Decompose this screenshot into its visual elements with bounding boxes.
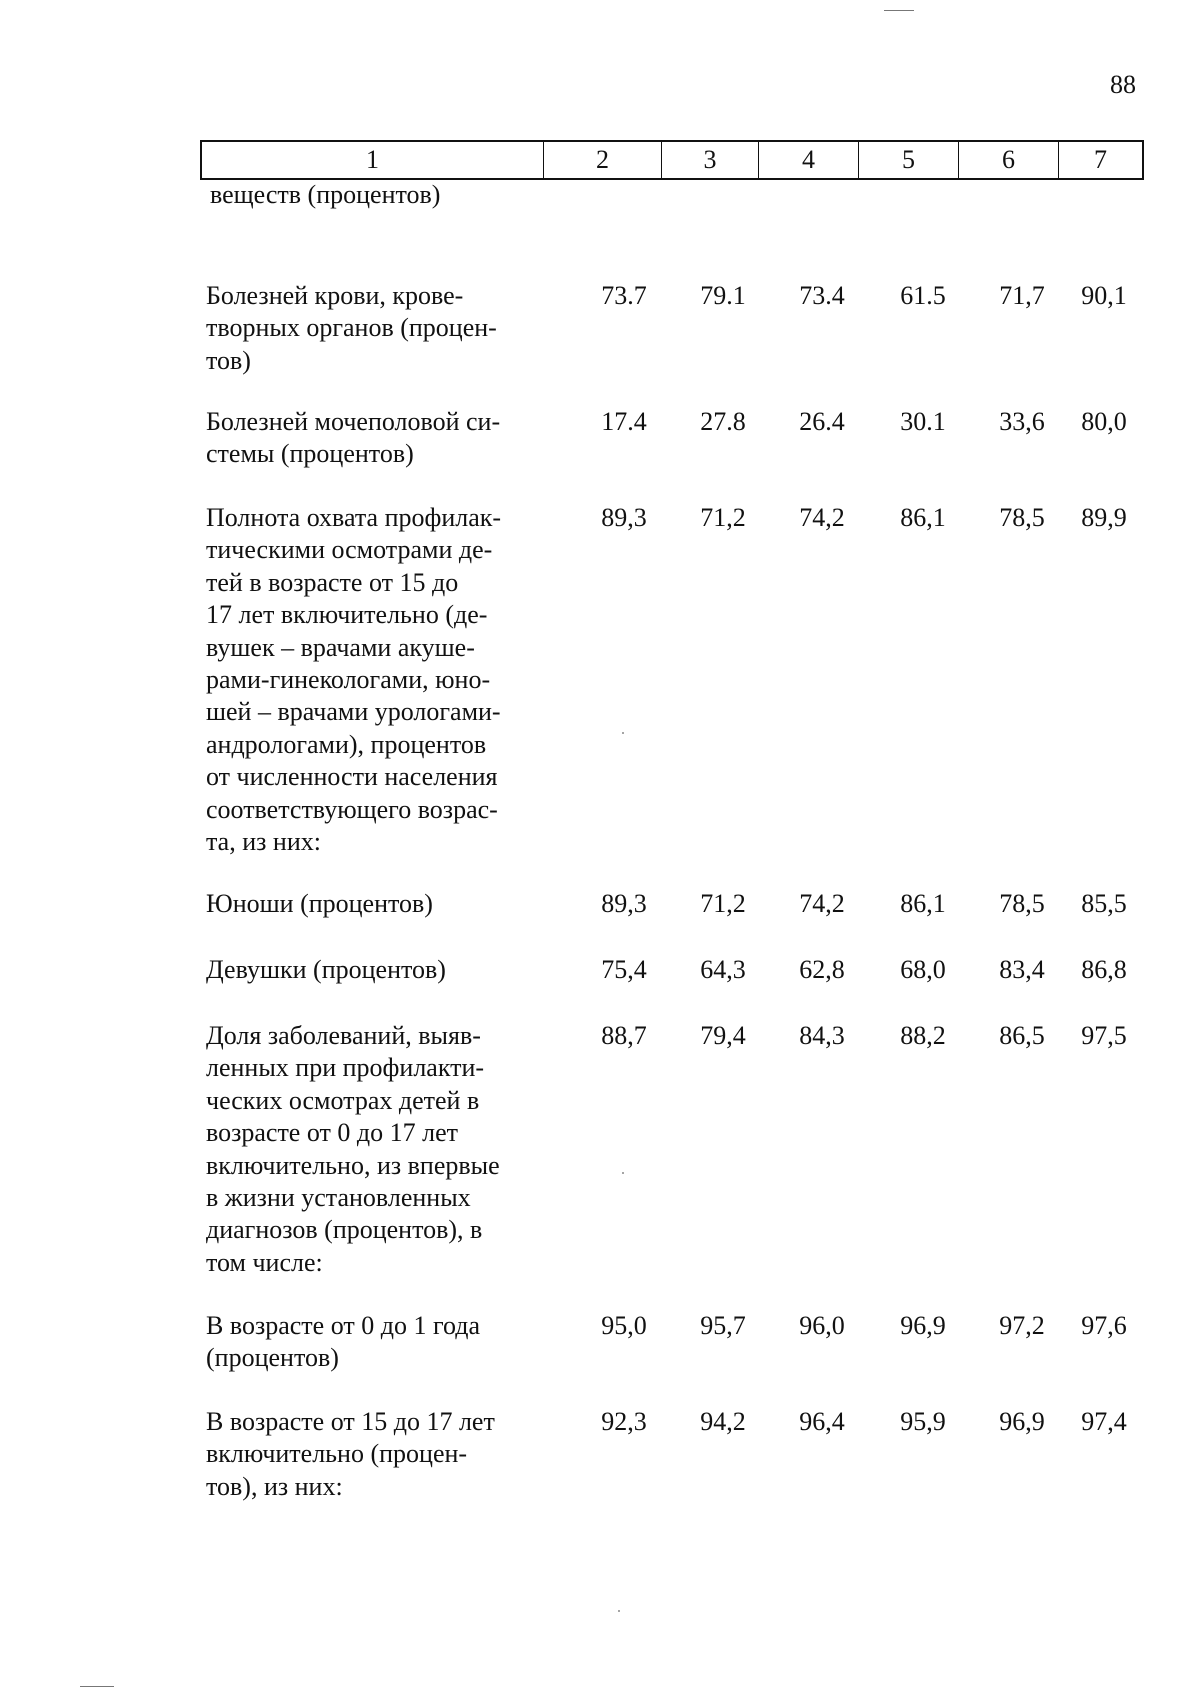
row-value: 97,5	[1081, 1021, 1127, 1050]
row-value: 88,7	[601, 1021, 647, 1050]
row-value: 95,0	[601, 1311, 647, 1340]
row-value: 75,4	[601, 955, 647, 984]
row-value: 86,1	[900, 503, 946, 532]
row-value: 84,3	[799, 1021, 845, 1050]
row-value: 73.7	[601, 281, 647, 310]
row-value: 17.4	[601, 407, 647, 436]
column-header-table	[200, 140, 1144, 180]
row-value: 71,2	[700, 503, 746, 532]
continued-row-label: веществ (процентов)	[210, 180, 441, 209]
row-value: 73.4	[799, 281, 845, 310]
row-label: Доля заболеваний, выяв- ленных при профилакти- ческих осмотрах детей в возрасте от 0 до 17 лет включительно, из впервые в жизни установленных диагнозов (процентов), в том числе:	[206, 1021, 500, 1277]
row-value: 97,4	[1081, 1407, 1127, 1436]
row-value: 90,1	[1081, 281, 1127, 310]
scan-mark-bottom	[80, 1686, 114, 1687]
row-value: 71,7	[999, 281, 1045, 310]
row-label: Полнота охвата профилак- тическими осмотрами де- тей в возрасте от 15 до 17 лет включительно (де- вушек – врачами акуше- рами-гинекологами, юно- шей – врачами урологами- андрологами), процентов от численности населения соответствующего возрас- та, из них:	[206, 503, 502, 857]
row-value: 97,2	[999, 1311, 1045, 1340]
row-value: 74,2	[799, 889, 845, 918]
row-value: 83,4	[999, 955, 1045, 984]
row-value: 96,9	[900, 1311, 946, 1340]
row-value: 78,5	[999, 503, 1045, 532]
row-value: 86,1	[900, 889, 946, 918]
row-value: 94,2	[700, 1407, 746, 1436]
row-value: 95,9	[900, 1407, 946, 1436]
row-value: 79.1	[700, 281, 746, 310]
row-value: 61.5	[900, 281, 946, 310]
row-value: 62,8	[799, 955, 845, 984]
row-value: 68,0	[900, 955, 946, 984]
scan-speck	[622, 732, 624, 734]
row-value: 92,3	[601, 1407, 647, 1436]
row-label: В возрасте от 0 до 1 года (процентов)	[206, 1311, 480, 1373]
row-label: Девушки (процентов)	[206, 955, 446, 984]
column-header-5: 5	[859, 142, 959, 178]
column-header-1: 1	[202, 142, 544, 178]
column-header-2: 2	[544, 142, 662, 178]
row-value: 86,5	[999, 1021, 1045, 1050]
column-header-3: 3	[662, 142, 759, 178]
row-label: Юноши (процентов)	[206, 889, 433, 918]
column-header-7: 7	[1094, 145, 1107, 174]
row-value: 78,5	[999, 889, 1045, 918]
row-value: 33,6	[999, 407, 1045, 436]
row-value: 74,2	[799, 503, 845, 532]
scan-speck	[618, 1610, 620, 1612]
row-value: 30.1	[900, 407, 946, 436]
row-value: 89,9	[1081, 503, 1127, 532]
row-value: 85,5	[1081, 889, 1127, 918]
row-value: 89,3	[601, 889, 647, 918]
row-value: 27.8	[700, 407, 746, 436]
row-value: 26.4	[799, 407, 845, 436]
row-value: 96,9	[999, 1407, 1045, 1436]
row-label: Болезней мочеполовой си- стемы (процентов)	[206, 407, 501, 469]
row-value: 95,7	[700, 1311, 746, 1340]
scan-mark-top	[884, 10, 914, 11]
row-label: Болезней крови, крове- творных органов (процен- тов)	[206, 281, 497, 375]
row-value: 80,0	[1081, 407, 1127, 436]
row-value: 86,8	[1081, 955, 1127, 984]
page-number: 88	[1110, 70, 1136, 99]
row-label: В возрасте от 15 до 17 лет включительно (процен- тов), из них:	[206, 1407, 495, 1501]
row-value: 71,2	[700, 889, 746, 918]
row-value: 96,4	[799, 1407, 845, 1436]
column-header-4: 4	[759, 142, 859, 178]
row-value: 89,3	[601, 503, 647, 532]
row-value: 96,0	[799, 1311, 845, 1340]
row-value: 79,4	[700, 1021, 746, 1050]
row-value: 64,3	[700, 955, 746, 984]
scan-speck	[622, 1172, 624, 1174]
column-header-6: 6	[959, 142, 1059, 178]
row-value: 97,6	[1081, 1311, 1127, 1340]
row-value: 88,2	[900, 1021, 946, 1050]
